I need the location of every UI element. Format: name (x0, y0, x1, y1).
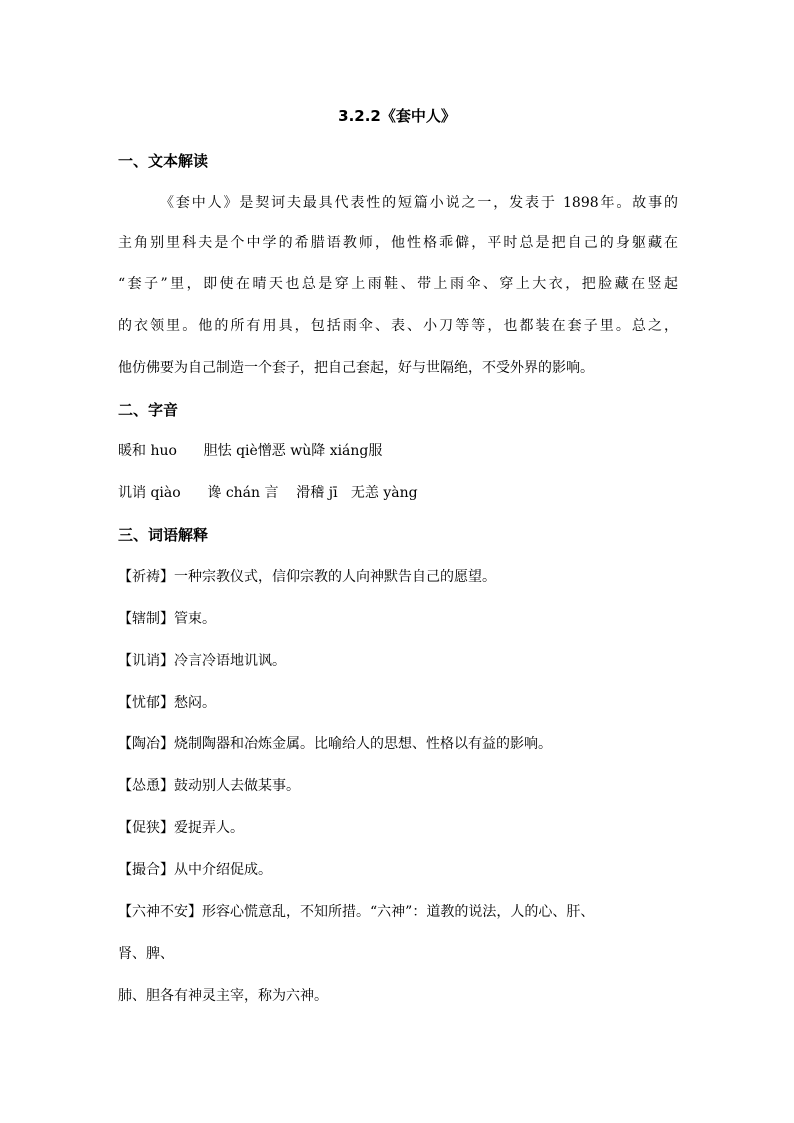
section-heading-text-reading: 一、文本解读 (118, 152, 209, 170)
term-entry: 【促狭】爱捉弄人。 (118, 820, 244, 836)
term-entry: 【讥诮】冷言冷语地讥讽。 (118, 653, 286, 669)
paragraph-line: “套子”里，即使在晴天也总是穿上雨鞋、带上雨伞、穿上大衣，把脸藏在竖起 (118, 276, 678, 292)
paragraph-line: 的衣领里。他的所有用具，包括雨伞、表、小刀等等，也都装在套子里。总之， (118, 318, 678, 334)
paragraph-line: 他仿佛要为自己制造一个套子，把自己套起，好与世隔绝，不受外界的影响。 (118, 360, 594, 376)
term-entry: 【怂恿】鼓动别人去做某事。 (118, 778, 300, 794)
paragraph-line: 《套中人》是契诃夫最具代表性的短篇小说之一，发表于 1898年。故事的 (160, 195, 678, 211)
term-entry: 【辖制】管束。 (118, 611, 216, 627)
term-entry: 【忧郁】愁闷。 (118, 695, 216, 711)
section-heading-vocabulary: 三、词语解释 (118, 526, 209, 544)
term-entry: 【撮合】从中介绍促成。 (118, 862, 272, 878)
document-title: 3.2.2《套中人》 (338, 107, 456, 125)
term-entry-continuation: 肾、脾、 (118, 946, 174, 962)
term-entry: 【祈祷】一种宗教仪式，信仰宗教的人向神默告自己的愿望。 (118, 569, 496, 585)
section-heading-pronunciation: 二、字音 (118, 401, 179, 419)
term-entry-continuation: 肺、胆各有神灵主宰，称为六神。 (118, 988, 328, 1004)
term-entry: 【陶冶】烧制陶器和冶炼金属。比喻给人的思想、性格以有益的影响。 (118, 736, 552, 752)
term-entry: 【六神不安】形容心慌意乱，不知所措。“六神”：道教的说法，人的心、肝、 (118, 904, 595, 920)
paragraph-line: 主角别里科夫是个中学的希腊语教师，他性格乖僻，平时总是把自己的身躯藏在 (118, 235, 678, 251)
pronunciation-line: 讥诮 qiào 谗 chán 言 滑稽 jī 无恙 yàng (118, 485, 418, 501)
pronunciation-line: 暖和 huo 胆怯 qiè憎恶 wù降 xiáng服 (118, 443, 383, 459)
